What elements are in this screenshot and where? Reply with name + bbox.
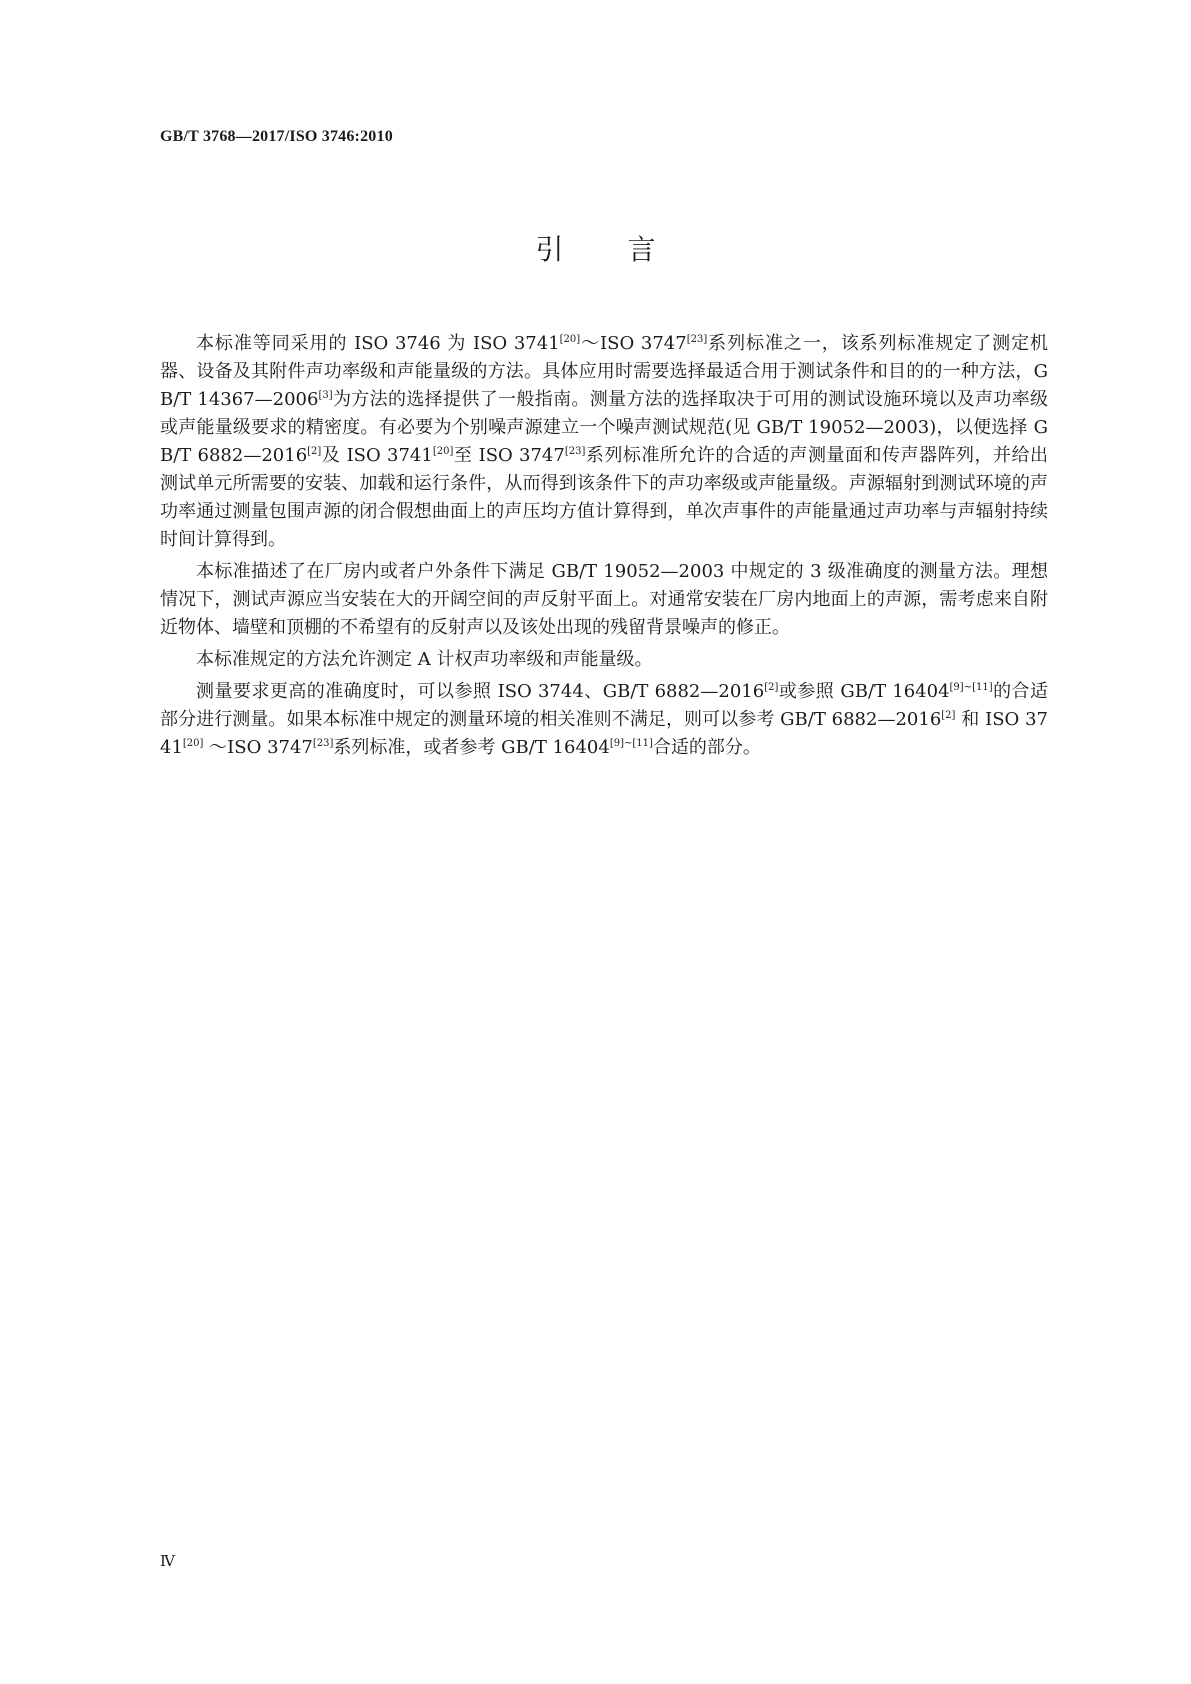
- paragraph-text: 为方法的选择提供了一般指南。测量方法的选择取决于可用的测试设施环境以及声功率级或声能量级要求的精密度。有必要为个别噪声源建立一个噪声测试规范(见 GB/T 19052—2003)，以便选择 GB/T 6882—2016: [160, 389, 1048, 466]
- page-title: 引言: [535, 233, 720, 266]
- document-header-code: GB/T 3768—2017/ISO 3746:2010: [160, 128, 393, 145]
- paragraph-text: 系列标准之一，该系列标准规定了测定机器、设备及其附件声功率级和声能量级的方法。具体应用时需要选择最适合用于测试条件和目的的一种方法，GB/T 14367—2006: [160, 333, 1049, 410]
- citation-reference: [9]~[11]: [949, 682, 993, 693]
- paragraph-text: 至 ISO 3747: [453, 445, 565, 466]
- citation-reference: [23]: [564, 446, 586, 457]
- paragraph-text: 合适的部分。: [652, 737, 761, 758]
- paragraph-text: 和 ISO 3741: [160, 709, 1048, 758]
- citation-reference: [2]: [764, 682, 779, 693]
- paragraph-text: ～ISO 3747: [580, 333, 687, 354]
- paragraph-text: 测量要求更高的准确度时，可以参照 ISO 3744、GB/T 6882—2016: [196, 681, 765, 702]
- paragraph-text: 本标准描述了在厂房内或者户外条件下满足 GB/T 19052—2003 中规定的 3 级准确度的测量方法。理想情况下，测试声源应当安装在大的开阔空间的声反射平面上。对通常安装在厂房内地面上的声源，需考虑来自附近物体、墙壁和顶棚的不希望有的反射声以及该处出现的残留背景噪声的修正。: [160, 561, 1048, 638]
- paragraph-text: 及 ISO 3741: [321, 445, 433, 466]
- paragraph-text: 系列标准所允许的合适的声测量面和传声器阵列，并给出测试单元所需要的安装、加载和运行条件，从而得到该条件下的声功率级或声能量级。声源辐射到测试环境的声功率通过测量包围声源的闭合假想曲面上的声压均方值计算得到，单次声事件的声能量通过声功率与声辐射持续时间计算得到。: [160, 445, 1049, 550]
- citation-reference: [20]: [559, 334, 581, 345]
- citation-reference: [3]: [318, 390, 333, 401]
- citation-reference: [20]: [432, 446, 454, 457]
- page-number: Ⅳ: [160, 1554, 175, 1570]
- citation-reference: [23]: [686, 334, 708, 345]
- document-body: [160, 330, 1048, 766]
- citation-reference: [20]: [182, 738, 204, 749]
- citation-reference: [23]: [312, 738, 334, 749]
- paragraph-text: 本标准规定的方法允许测定 A 计权声功率级和声能量级。: [196, 649, 653, 670]
- paragraph-text: 本标准等同采用的 ISO 3746 为 ISO 3741: [196, 333, 560, 354]
- citation-reference: [2]: [307, 446, 322, 457]
- citation-reference: [9]~[11]: [609, 738, 653, 749]
- citation-reference: [2]: [941, 710, 956, 721]
- paragraph-text: 的合适部分进行测量。如果本标准中规定的测量环境的相关准则不满足，则可以参考 GB/T 6882—2016: [160, 681, 1048, 730]
- paragraph-3: [160, 646, 1048, 674]
- paragraph-2: [160, 558, 1048, 642]
- paragraph-text: 或参照 GB/T 16404: [778, 681, 950, 702]
- paragraph-4: [160, 678, 1048, 762]
- paragraph-text: ～ISO 3747: [203, 737, 313, 758]
- paragraph-1: [160, 330, 1048, 554]
- paragraph-text: 系列标准，或者参考 GB/T 16404: [333, 737, 610, 758]
